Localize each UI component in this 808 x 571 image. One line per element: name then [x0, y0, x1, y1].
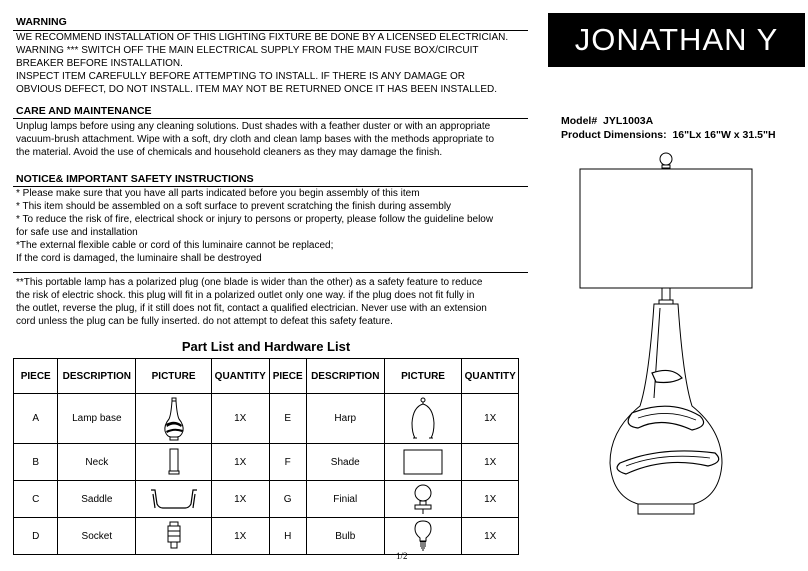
model-value: JYL1003A — [603, 115, 654, 127]
piece-cell: B — [14, 444, 58, 481]
column-header: DESCRIPTION — [306, 359, 384, 394]
divider — [13, 118, 528, 119]
parts-title: Part List and Hardware List — [181, 339, 351, 354]
dimensions-line — [561, 129, 776, 141]
quantity-cell: 1X — [462, 394, 519, 444]
picture-cell — [384, 481, 462, 518]
socket-icon — [166, 521, 182, 551]
safety-text — [16, 187, 493, 265]
description-cell: Lamp base — [58, 394, 136, 444]
brand-logo: JONATHAN Y — [548, 13, 805, 67]
column-header: QUANTITY — [462, 359, 519, 394]
column-header: PIECE — [14, 359, 58, 394]
piece-cell: F — [269, 444, 306, 481]
safety-line: * Please make sure that you have all parts indicated before you begin assembly of this item — [16, 188, 420, 199]
safety-line: * This item should be assembled on a soft surface to prevent scratching the finish during assembly — [16, 201, 452, 212]
care-line: Unplug lamps before using any cleaning solutions. Dust shades with a feather duster or with an appropriate — [16, 121, 491, 132]
picture-cell — [136, 481, 212, 518]
description-cell: Finial — [306, 481, 384, 518]
plug-text — [16, 276, 487, 328]
warning-line: BREAKER BEFORE INSTALLATION. — [16, 58, 183, 69]
picture-cell — [384, 518, 462, 555]
quantity-cell: 1X — [462, 444, 519, 481]
column-header: PICTURE — [384, 359, 462, 394]
warning-line: WE RECOMMEND INSTALLATION OF THIS LIGHTING FIXTURE BE DONE BY A LICENSED ELECTRICIAN. — [16, 32, 509, 43]
shade-icon — [403, 449, 443, 475]
model-line — [561, 115, 653, 127]
neck-icon — [167, 448, 181, 476]
quantity-cell: 1X — [211, 444, 269, 481]
quantity-cell: 1X — [211, 394, 269, 444]
quantity-cell: 1X — [462, 481, 519, 518]
piece-cell: A — [14, 394, 58, 444]
bulb-icon — [413, 520, 433, 552]
finial-icon — [412, 483, 434, 515]
description-cell: Socket — [58, 518, 136, 555]
harp-icon — [408, 397, 438, 441]
model-label: Model# — [561, 115, 598, 127]
warning-line: WARNING *** SWITCH OFF THE MAIN ELECTRICAL SUPPLY FROM THE MAIN FUSE BOX/CIRCUIT — [16, 45, 479, 56]
care-line: the material. Avoid the use of chemicals and household cleaners as they may damage the finish. — [16, 147, 443, 158]
safety-heading: NOTICE& IMPORTANT SAFETY INSTRUCTIONS — [16, 173, 254, 185]
piece-cell: G — [269, 481, 306, 518]
parts-table — [13, 358, 519, 555]
column-header: PICTURE — [136, 359, 212, 394]
picture-cell — [136, 518, 212, 555]
safety-line: If the cord is damaged, the luminaire shall be destroyed — [16, 253, 262, 264]
saddle-icon — [149, 486, 199, 512]
table-row — [14, 518, 519, 555]
table-row — [14, 394, 519, 444]
plug-line: the risk of electric shock. this plug will fit in a polarized outlet only one way. if the plug does not fit fully in — [16, 290, 475, 301]
plug-line: the outlet, reverse the plug, if it still does not fit, contact a qualified electrician. Never use with an extension — [16, 303, 487, 314]
quantity-cell: 1X — [462, 518, 519, 555]
safety-line: for safe use and installation — [16, 227, 138, 238]
table-row — [14, 481, 519, 518]
dimensions-label: Product Dimensions: — [561, 129, 667, 141]
care-heading: CARE AND MAINTENANCE — [16, 105, 152, 117]
plug-line: **This portable lamp has a polarized plug (one blade is wider than the other) as a safety feature to reduce — [16, 277, 483, 288]
warning-heading: WARNING — [16, 16, 67, 28]
divider — [13, 272, 528, 273]
piece-cell: C — [14, 481, 58, 518]
care-line: vacuum-brush attachment. Wipe with a soft, dry cloth and clean lamp bases with the methods appropriate to — [16, 134, 495, 145]
page-number: 1/2 — [396, 551, 408, 561]
picture-cell — [136, 394, 212, 444]
warning-line: INSPECT ITEM CAREFULLY BEFORE ATTEMPTING TO INSTALL. IF THERE IS ANY DAMAGE OR — [16, 71, 465, 82]
warning-line: OBVIOUS DEFECT, DO NOT INSTALL. ITEM MAY NOT BE RETURNED ONCE IT HAS BEEN INSTALLED. — [16, 84, 498, 95]
piece-cell: H — [269, 518, 306, 555]
description-cell: Bulb — [306, 518, 384, 555]
piece-cell: E — [269, 394, 306, 444]
description-cell: Shade — [306, 444, 384, 481]
column-header: PIECE — [269, 359, 306, 394]
plug-line: cord unless the plug can be fully inserted. do not attempt to defeat this safety feature. — [16, 316, 393, 327]
column-header: QUANTITY — [211, 359, 269, 394]
quantity-cell: 1X — [211, 518, 269, 555]
dimensions-value: 16"Lx 16"W x 31.5"H — [672, 129, 776, 141]
lamp-base-icon — [163, 397, 185, 441]
piece-cell: D — [14, 518, 58, 555]
safety-line: * To reduce the risk of fire, electrical shock or injury to persons or property, please follow the guideline below — [16, 214, 494, 225]
picture-cell — [384, 444, 462, 481]
care-text — [16, 120, 494, 159]
lamp-illustration-icon — [560, 148, 805, 520]
table-header-row — [14, 359, 519, 394]
table-row — [14, 444, 519, 481]
warning-text — [16, 31, 508, 96]
picture-cell — [384, 394, 462, 444]
description-cell: Harp — [306, 394, 384, 444]
column-header: DESCRIPTION — [58, 359, 136, 394]
description-cell: Neck — [58, 444, 136, 481]
safety-line: *The external flexible cable or cord of this luminaire cannot be replaced; — [16, 240, 334, 251]
picture-cell — [136, 444, 212, 481]
description-cell: Saddle — [58, 481, 136, 518]
quantity-cell: 1X — [211, 481, 269, 518]
